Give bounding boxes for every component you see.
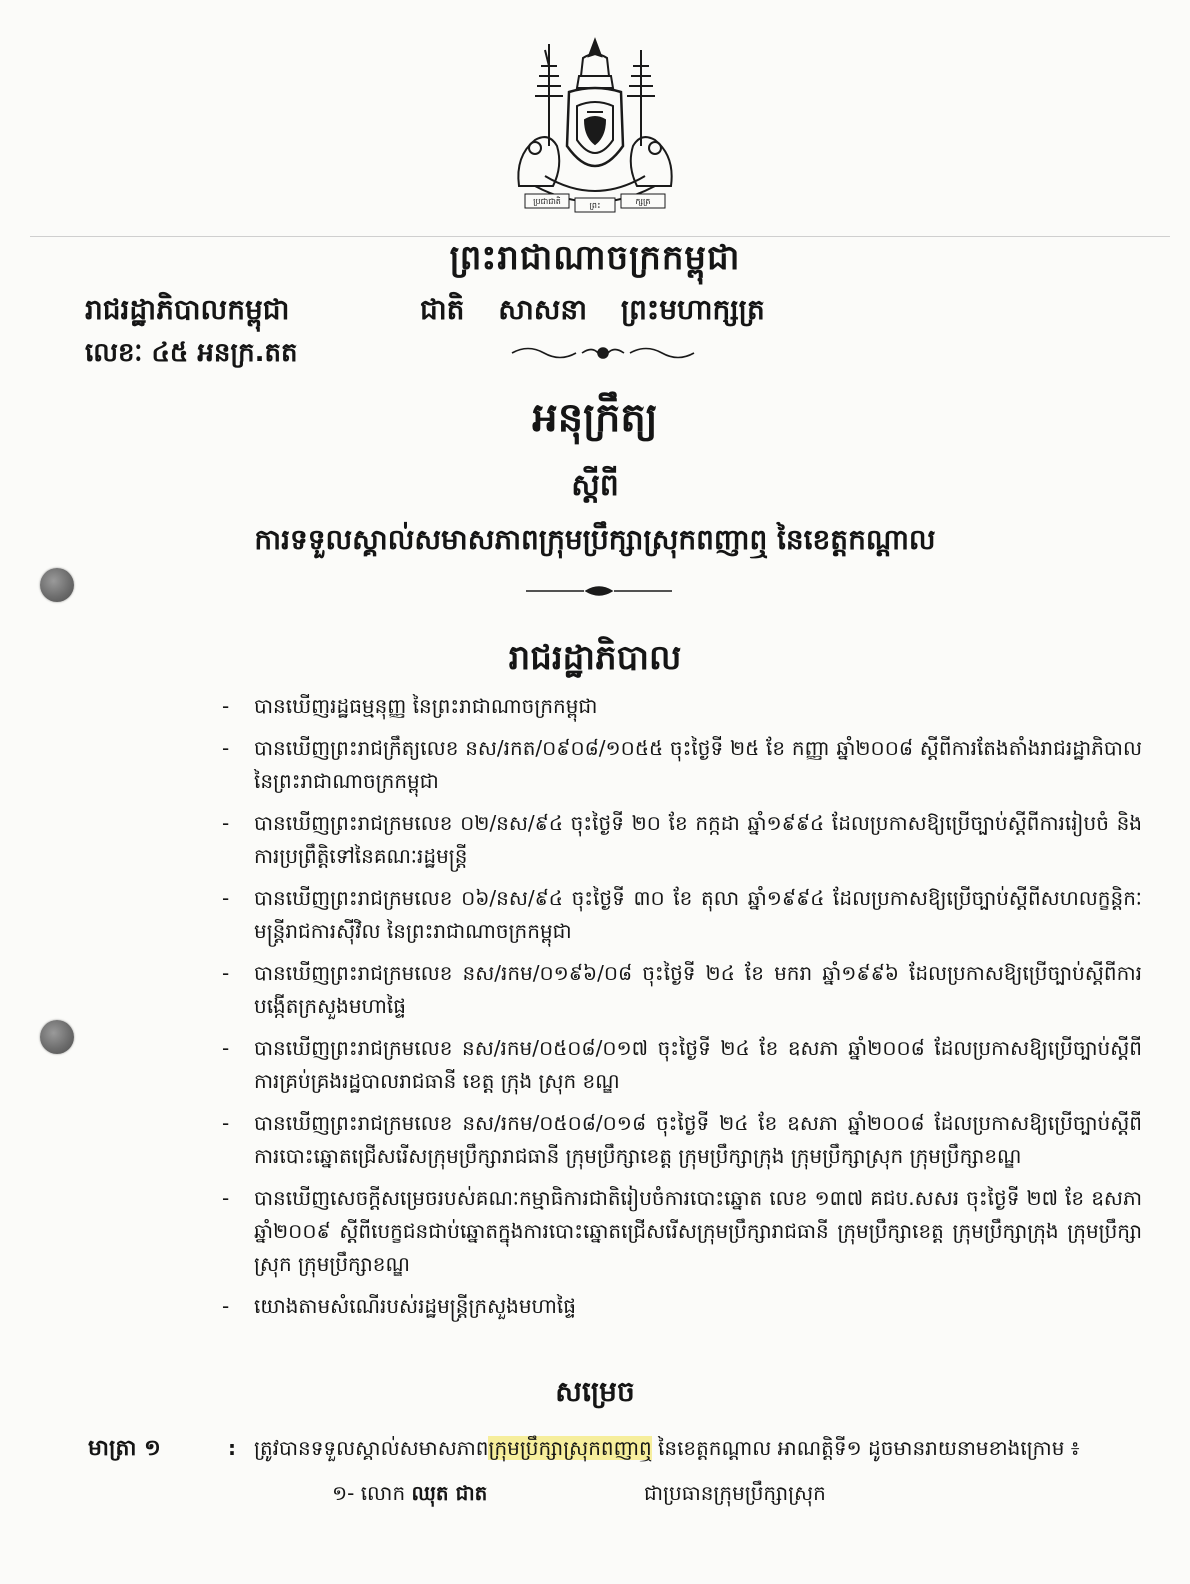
issuer-heading: រាជរដ្ឋាភិបាល — [508, 638, 682, 678]
article-text: ត្រូវបានទទួលស្គាល់សមាសភាពក្រុមប្រឹក្សាស្រុកពញាឮ នៃខេត្តកណ្តាល អាណត្តិទី១ ដូចមានរាយនាមខាងក្រោម ៖ — [254, 1436, 1080, 1460]
preamble-clauses — [222, 690, 1142, 1332]
kingdom-title: ព្រះរាជាណាចក្រកម្ពុជា — [449, 238, 741, 278]
member-role: ជាប្រធានក្រុមប្រឹក្សាស្រុក — [644, 1481, 826, 1505]
preamble-clause: - បានឃើញព្រះរាជក្រមលេខ ០២/នស/៩៤ ចុះថ្ងៃទី ២០ ខែ កក្កដា ឆ្នាំ១៩៩៤ ដែលប្រកាសឱ្យប្រើច្បាប់ស្តីពីការរៀបចំ និងការប្រព្រឹត្តិទៅនៃគណៈរដ្ឋមន្ត្រី — [222, 811, 1142, 868]
crest-label-center: ព្រះ — [589, 201, 601, 210]
title-about: ស្តីពី — [571, 468, 619, 503]
preamble-clause: - បានឃើញសេចក្តីសម្រេចរបស់គណៈកម្មាធិការជាតិរៀបចំការបោះឆ្នោត លេខ ១៣៧ គជប.សសរ ចុះថ្ងៃទី ២៧ ខែ ឧសភា ឆ្នាំ២០០៩ ស្តីពីបេក្ខជនជាប់ឆ្នោតក្នុងការបោះឆ្នោតជ្រើសរើសក្រុមប្រឹក្សារាជធានី ក្រុមប្រឹក្សាខេត្ត ក្រុមប្រឹក្សាក្រុង ក្រុមប្រឹក្សាស្រុក ក្រុមប្រឹក្សាខណ្ឌ — [222, 1186, 1142, 1276]
small-ornament-icon — [524, 584, 674, 598]
crest-label-right: ក្សត្រ — [635, 197, 651, 206]
ornament-divider-icon — [508, 342, 698, 364]
preamble-clause: - បានឃើញព្រះរាជក្រមលេខ នស/រកម/០១៩៦/០៨ ចុះថ្ងៃទី ២៤ ខែ មករា ឆ្នាំ១៩៩៦ ដែលប្រកាសឱ្យប្រើច្បាប់ស្តីពីការបង្កើតក្រសួងមហាផ្ទៃ — [222, 961, 1142, 1018]
punch-hole — [40, 568, 74, 602]
preamble-clause: - បានឃើញព្រះរាជក្រមលេខ នស/រកម/០៥០៨/០១៧ ចុះថ្ងៃទី ២៤ ខែ ឧសភា ឆ្នាំ២០០៨ ដែលប្រកាសឱ្យប្រើច្បាប់ស្តីពីការគ្រប់គ្រងរដ្ឋបាលរាជធានី ខេត្ត ក្រុង ស្រុក ខណ្ឌ — [222, 1036, 1142, 1093]
article-colon: : — [228, 1436, 236, 1460]
preamble-clause: - បានឃើញព្រះរាជក្រឹត្យលេខ នស/រកត/០៩០៨/១០៥៥ ចុះថ្ងៃទី ២៥ ខែ កញ្ញា ឆ្នាំ២០០៨ ស្តីពីការតែងតាំងរាជរដ្ឋាភិបាល នៃព្រះរាជាណាចក្រកម្ពុជា — [222, 736, 1142, 793]
preamble-clause: - បានឃើញរដ្ឋធម្មនុញ្ញ នៃព្រះរាជាណាចក្រកម្ពុជា — [222, 694, 598, 718]
royal-coat-of-arms-icon — [505, 36, 685, 218]
motto-king: ព្រះមហាក្សត្រ — [620, 293, 765, 326]
document-number: លេខៈ ៤៥ អនក្រ.តត — [85, 338, 298, 368]
article-label: មាត្រា ១ — [88, 1436, 161, 1461]
issuing-government: រាជរដ្ឋាភិបាលកម្ពុជា — [85, 293, 290, 326]
article-1 — [88, 1434, 1128, 1466]
national-motto — [420, 292, 765, 333]
motto-nation: ជាតិ — [420, 293, 465, 326]
motto-religion: សាសនា — [498, 293, 588, 326]
member-name: ១- លោក ឈុត ជាត — [332, 1481, 488, 1505]
highlighted-text: ក្រុមប្រឹក្សាស្រុកពញាឮ — [488, 1436, 652, 1460]
decision-heading: សម្រេច — [555, 1375, 635, 1408]
preamble-clause: - បានឃើញព្រះរាជក្រមលេខ ០៦/នស/៩៤ ចុះថ្ងៃទី ៣០ ខែ តុលា ឆ្នាំ១៩៩៤ ដែលប្រកាសឱ្យប្រើច្បាប់ស្តីពីសហលក្ខន្តិកៈមន្ត្រីរាជការស៊ីវិល នៃព្រះរាជាណាចក្រកម្ពុជា — [222, 886, 1142, 943]
preamble-clause: - យោងតាមសំណើរបស់រដ្ឋមន្ត្រីក្រសួងមហាផ្ទៃ — [222, 1294, 576, 1318]
crest-label-left: ប្រជាជាតិ — [533, 197, 561, 206]
punch-hole — [40, 1020, 74, 1054]
document-subject: ការទទួលស្គាល់សមាសភាពក្រុមប្រឹក្សាស្រុកពញាឮ នៃខេត្តកណ្តាល — [254, 523, 936, 556]
document-type-title: អនុក្រឹត្យ — [532, 395, 658, 441]
preamble-clause: - បានឃើញព្រះរាជក្រមលេខ នស/រកម/០៥០៨/០១៨ ចុះថ្ងៃទី ២៤ ខែ ឧសភា ឆ្នាំ២០០៨ ដែលប្រកាសឱ្យប្រើច្បាប់ស្តីពីការបោះឆ្នោតជ្រើសរើសក្រុមប្រឹក្សារាជធានី ក្រុមប្រឹក្សាខេត្ត ក្រុមប្រឹក្សាក្រុង ក្រុមប្រឹក្សាស្រុក ក្រុមប្រឹក្សាខណ្ឌ — [222, 1111, 1142, 1168]
